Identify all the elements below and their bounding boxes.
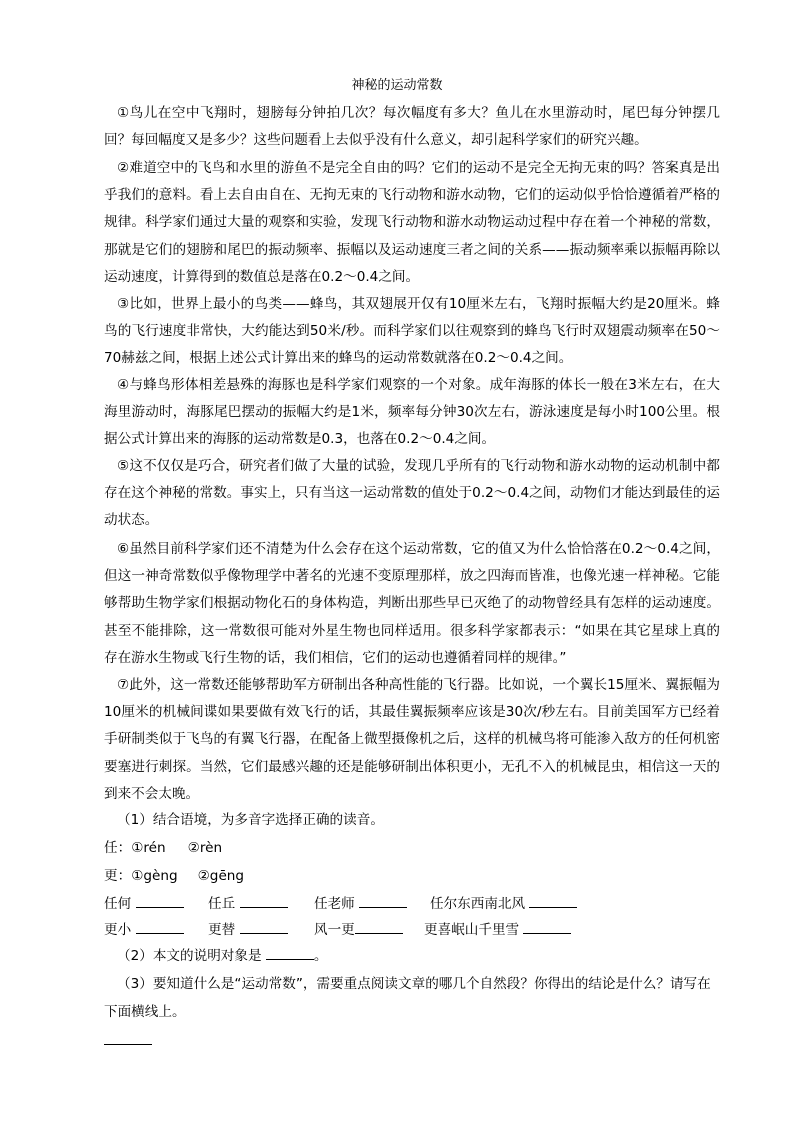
word-renqiu: 任丘 bbox=[208, 896, 236, 912]
pinyin-ren-label: 任： bbox=[104, 840, 132, 856]
answer-blank[interactable] bbox=[240, 919, 288, 934]
answer-blank[interactable] bbox=[355, 919, 403, 934]
paragraph-2: ②难道空中的飞鸟和水里的游鱼不是完全自由的吗？它们的运动不是完全无拘无束的吗？答案真是出乎我们的意料。看上去自由自在、无拘无束的飞行动物和游水动物，它们的运动似乎恰恰遵循着严格的规律。科学家们通过大量的观察和实验，发现飞行动物和游水动物运动过程中存在着一个神秘的常数，那就是它们的翅膀和尾巴的振动频率、振幅以及运动速度三者之间的关系——振动频率乘以振幅再除以运动速度，计算得到的数值总是落在0.2～0.4之间。 bbox=[104, 160, 720, 285]
paragraph-7: ⑦此外，这一常数还能够帮助军方研制出各种高性能的飞行器。比如说，一个翼长15厘米、翼振幅为10厘米的机械间谍如果要做有效飞行的话，其最佳翼振频率应该是30次/秒左右。目前美国军方已经着手研制类似于飞鸟的有翼飞行器，在配备上微型摄像机之后，这样的机械鸟将可能渗入敌方的任何机密要塞进行刺探。当然，它们最感兴趣的还是能够研制出体积更小，无孔不入的机械昆虫，相信这一天的到来不会太晚。 bbox=[104, 677, 720, 802]
word-gengximinshan: 更喜岷山千里雪 bbox=[424, 922, 520, 938]
answer-line[interactable] bbox=[104, 1044, 152, 1045]
answer-row-ren bbox=[104, 892, 720, 916]
paragraph-4: ④与蜂鸟形体相差悬殊的海豚也是科学家们观察的一个对象。成年海豚的体长一般在3米左右，在大海里游动时，海豚尾巴摆动的振幅大约是1米，频率每分钟30次左右，游泳速度是每小时100公里。根据公式计算出来的海豚的运动常数是0.3，也落在0.2～0.4之间。 bbox=[104, 377, 720, 448]
answer-blank[interactable] bbox=[359, 893, 407, 908]
paragraph-1: ①鸟儿在空中飞翔时，翅膀每分钟拍几次？每次幅度有多大？鱼儿在水里游动时，尾巴每分钟摆几回？每回幅度又是多少？这些问题看上去似乎没有什么意义，却引起科学家们的研究兴趣。 bbox=[104, 105, 720, 149]
answer-blank[interactable] bbox=[240, 893, 288, 908]
answer-blank[interactable] bbox=[523, 919, 571, 934]
answer-blank[interactable] bbox=[136, 919, 184, 934]
word-gengti: 更替 bbox=[208, 922, 236, 938]
question-2-text: （2）本文的说明对象是 bbox=[117, 948, 262, 964]
pinyin-geng-label: 更： bbox=[104, 868, 132, 884]
paragraph-5: ⑤这不仅仅是巧合，研究者们做了大量的试验，发现几乎所有的飞行动物和游水动物的运动机制中都存在这个神秘的常数。事实上，只有当这一运动常数的值处于0.2～0.4之间，动物们才能达到最佳的运动状态。 bbox=[104, 458, 720, 529]
question-2 bbox=[104, 942, 720, 970]
question-3: （3）要知道什么是“运动常数”，需要重点阅读文章的哪几个自然段？你得出的结论是什么？请写在下面横线上。 bbox=[104, 976, 711, 1020]
paragraph-3: ③比如，世界上最小的鸟类——蜂鸟，其双翅展开仅有10厘米左右，飞翔时振幅大约是20厘米。蜂鸟的飞行速度非常快，大约能达到50米/秒。而科学家们以往观察到的蜂鸟飞行时双翅震动频率在50～70赫兹之间，根据上述公式计算出来的蜂鸟的运动常数就落在0.2～0.4之间。 bbox=[104, 296, 720, 367]
word-renhe: 任何 bbox=[104, 896, 132, 912]
word-renlaoshi: 任老师 bbox=[314, 896, 355, 912]
pinyin-geng-options bbox=[104, 864, 244, 888]
paragraph-6: ⑥虽然目前科学家们还不清楚为什么会存在这个运动常数，它的值又为什么恰恰落在0.2～0.4之间，但这一神奇常数似乎像物理学中著名的光速不变原理那样，放之四海而皆准，也像光速一样神秘。它能够帮助生物学家们根据动物化石的身体构造，判断出那些早已灭绝了的动物曾经具有怎样的运动速度。甚至不能排除，这一常数很可能对外星生物也同样适用。很多科学家都表示：“如果在其它星球上真的存在游水生物或飞行生物的话，我们相信，它们的运动也遵循着同样的规律。” bbox=[104, 541, 720, 666]
pinyin-geng-option-1: ①gèng bbox=[131, 868, 178, 884]
question-2-end: 。 bbox=[313, 948, 328, 964]
answer-blank[interactable] bbox=[136, 893, 184, 908]
pinyin-geng-option-2: ②gēng bbox=[197, 868, 245, 884]
word-fengyigeng: 风一更 bbox=[314, 922, 355, 938]
answer-blank[interactable] bbox=[266, 945, 314, 960]
answer-row-geng bbox=[104, 918, 720, 942]
article-title: 神秘的运动常数 bbox=[351, 78, 443, 93]
pinyin-ren-options bbox=[104, 836, 222, 860]
pinyin-ren-option-2: ②rèn bbox=[187, 840, 223, 856]
word-gengxiao: 更小 bbox=[104, 922, 132, 938]
word-renerdongxi: 任尔东西南北风 bbox=[430, 896, 526, 912]
pinyin-ren-option-1: ①rén bbox=[131, 840, 166, 856]
answer-blank[interactable] bbox=[529, 893, 577, 908]
question-1: （1）结合语境，为多音字选择正确的读音。 bbox=[117, 812, 384, 828]
